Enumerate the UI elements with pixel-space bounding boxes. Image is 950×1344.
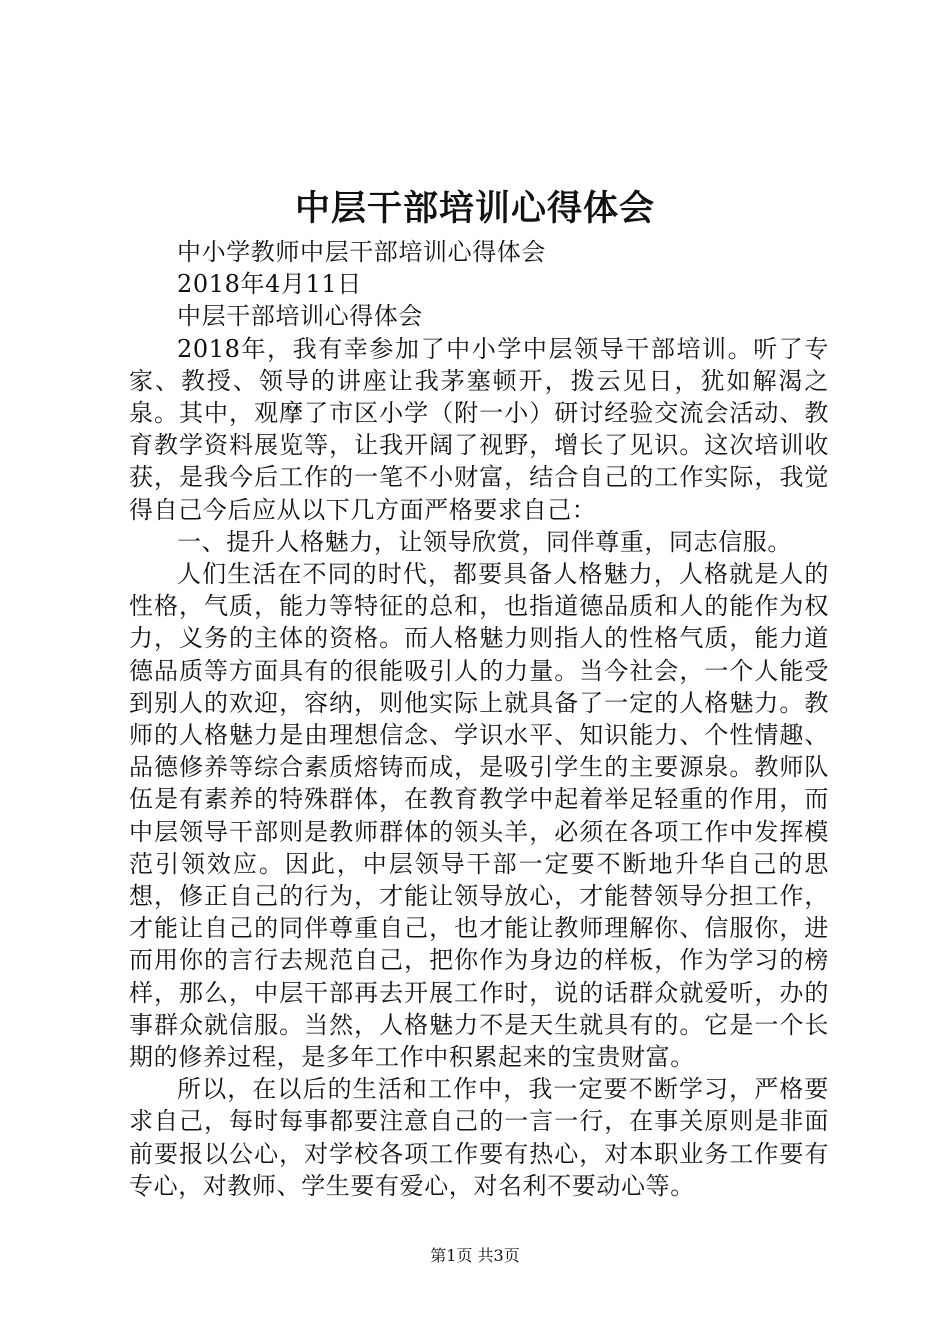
subtitle-line: 中小学教师中层干部培训心得体会 bbox=[177, 238, 546, 266]
point-heading: 一、提升人格魅力，让领导欣赏，同伴尊重，同志信服。 bbox=[177, 527, 792, 556]
body-paragraph: 2018年，我有幸参加了中小学中层领导干部培训。听了专家、教授、领导的讲座让我茅塞顿开，拨云见日，犹如解渴之泉。其中，观摩了市区小学（附一小）研讨经验交流会活动、教育教学资料展览等，让我开阔了视野，增长了见识。这次培训收获，是我今后工作的一笔不小财富，结合自己的工作实际，我觉得自己今后应从以下几方面严格要求自己： bbox=[129, 334, 829, 524]
section-heading: 中层干部培训心得体会 bbox=[177, 302, 423, 331]
page-title: 中层干部培训心得体会 bbox=[294, 188, 655, 229]
body-paragraph: 所以，在以后的生活和工作中，我一定要不断学习，严格要求自己，每时每事都要注意自己的一言一行，在事关原则是非面前要报以公心，对学校各项工作要有热心，对本职业务工作要有专心，对教师、学生要有爱心，对名利不要动心等。 bbox=[129, 1075, 829, 1200]
body-paragraph: 人们生活在不同的时代，都要具备人格魅力，人格就是人的性格，气质，能力等特征的总和，也指道德品质和人的能作为权力，义务的主体的资格。而人格魅力则指人的性格气质，能力道德品质等方面具有的很能吸引人的力量。当今社会，一个人能受到别人的欢迎，容纳，则他实际上就具备了一定的人格魅力。教师的人格魅力是由理想信念、学识水平、知识能力、个性情趣、品德修养等综合素质熔铸而成，是吸引学生的主要源泉。教师队伍是有素养的特殊群体，在教育教学中起着举足轻重的作用，而中层领导干部则是教师群体的领头羊，必须在各项工作中发挥模范引领效应。因此，中层领导干部一定要不断地升华自己的思想，修正自己的行为，才能让领导放心，才能替领导分担工作，才能让自己的同伴尊重自己，也才能让教师理解你、信服你，进而用你的言行去规范自己，把你作为身边的样板，作为学习的榜样，那么，中层干部再去开展工作时，说的话群众就爱听，办的事群众就信服。当然，人格魅力不是天生就具有的。它是一个长期的修养过程，是多年工作中积累起来的宝贵财富。 bbox=[129, 560, 829, 1072]
document-body bbox=[129, 236, 829, 1202]
page-footer: 第1页 共3页 bbox=[430, 1246, 520, 1265]
date-line: 2018年4月11日 bbox=[177, 270, 362, 299]
